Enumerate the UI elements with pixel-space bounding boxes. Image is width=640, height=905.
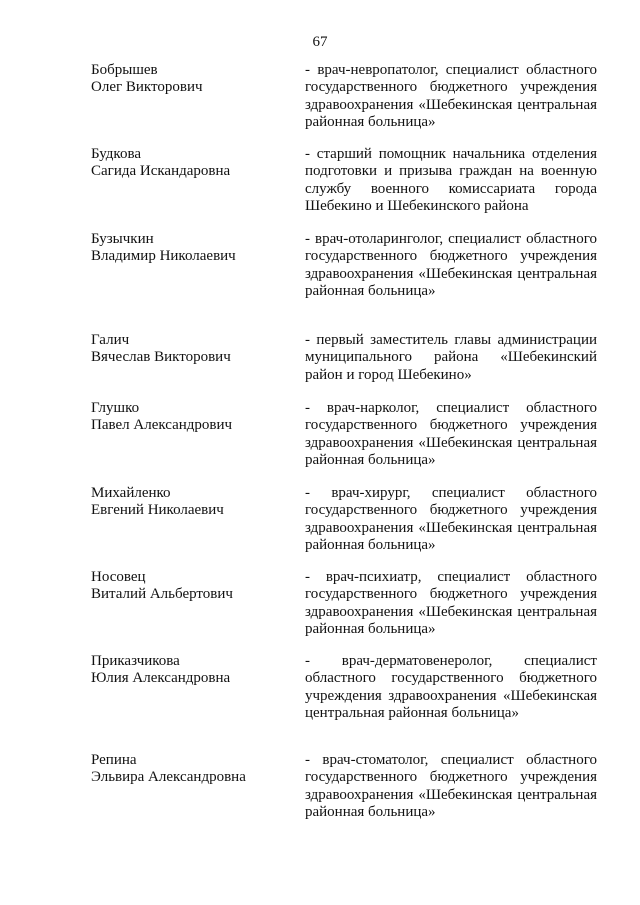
given-name: Юлия Александровна <box>91 670 231 687</box>
surname: Носовец <box>91 569 146 585</box>
surname: Михайленко <box>91 485 171 501</box>
person-name <box>91 569 291 604</box>
position-description: - врач-психиатр, специалист областного государственного бюджетного учреждения здравоохранения «Шебекинская центральная районная больница» <box>305 569 597 637</box>
person-name <box>91 332 291 367</box>
position-description: - врач-дерматовенеролог, специалист областного государственного бюджетного учреждения здравоохранения «Шебекинская центральная районная больница» <box>305 653 597 721</box>
position-description: - врач-стоматолог, специалист областного государственного бюджетного учреждения здравоохранения «Шебекинская центральная районная больница» <box>305 752 597 820</box>
given-name: Владимир Николаевич <box>91 248 236 265</box>
given-name: Павел Александрович <box>91 417 233 434</box>
given-name: Сагида Искандаровна <box>91 163 231 180</box>
person-name <box>91 231 291 266</box>
person-name <box>91 752 291 787</box>
position-description: - врач-отоларинголог, специалист областного государственного бюджетного учреждения здравоохранения «Шебекинская центральная районная больница» <box>305 231 597 299</box>
person-name <box>91 485 291 520</box>
given-name: Вячеслав Викторович <box>91 349 231 366</box>
person-name <box>91 653 291 688</box>
given-name: Эльвира Александровна <box>91 769 246 786</box>
surname: Будкова <box>91 146 141 162</box>
given-name: Евгений Николаевич <box>91 502 224 519</box>
person-name <box>91 400 291 435</box>
position-description: - врач-нарколог, специалист областного государственного бюджетного учреждения здравоохранения «Шебекинская центральная районная больница» <box>305 400 597 468</box>
given-name: Олег Викторович <box>91 79 203 96</box>
surname: Репина <box>91 752 137 768</box>
surname: Глушко <box>91 400 140 416</box>
surname: Приказчикова <box>91 653 180 669</box>
page-number: 67 <box>312 34 328 50</box>
person-name <box>91 62 291 97</box>
position-description: - старший помощник начальника отделения подготовки и призыва граждан на военную службу военного комиссариата города Шебекино и Шебекинского района <box>305 146 597 214</box>
position-description: - врач-хирург, специалист областного государственного бюджетного учреждения здравоохранения «Шебекинская центральная районная больница» <box>305 485 597 553</box>
surname: Бузычкин <box>91 231 154 247</box>
position-description: - первый заместитель главы администрации муниципального района «Шебекинский район и город Шебекино» <box>305 332 597 383</box>
given-name: Виталий Альбертович <box>91 586 233 603</box>
person-name <box>91 146 291 181</box>
surname: Галич <box>91 332 130 348</box>
position-description: - врач-невропатолог, специалист областного государственного бюджетного учреждения здравоохранения «Шебекинская центральная районная больница» <box>305 62 597 130</box>
surname: Бобрышев <box>91 62 158 78</box>
